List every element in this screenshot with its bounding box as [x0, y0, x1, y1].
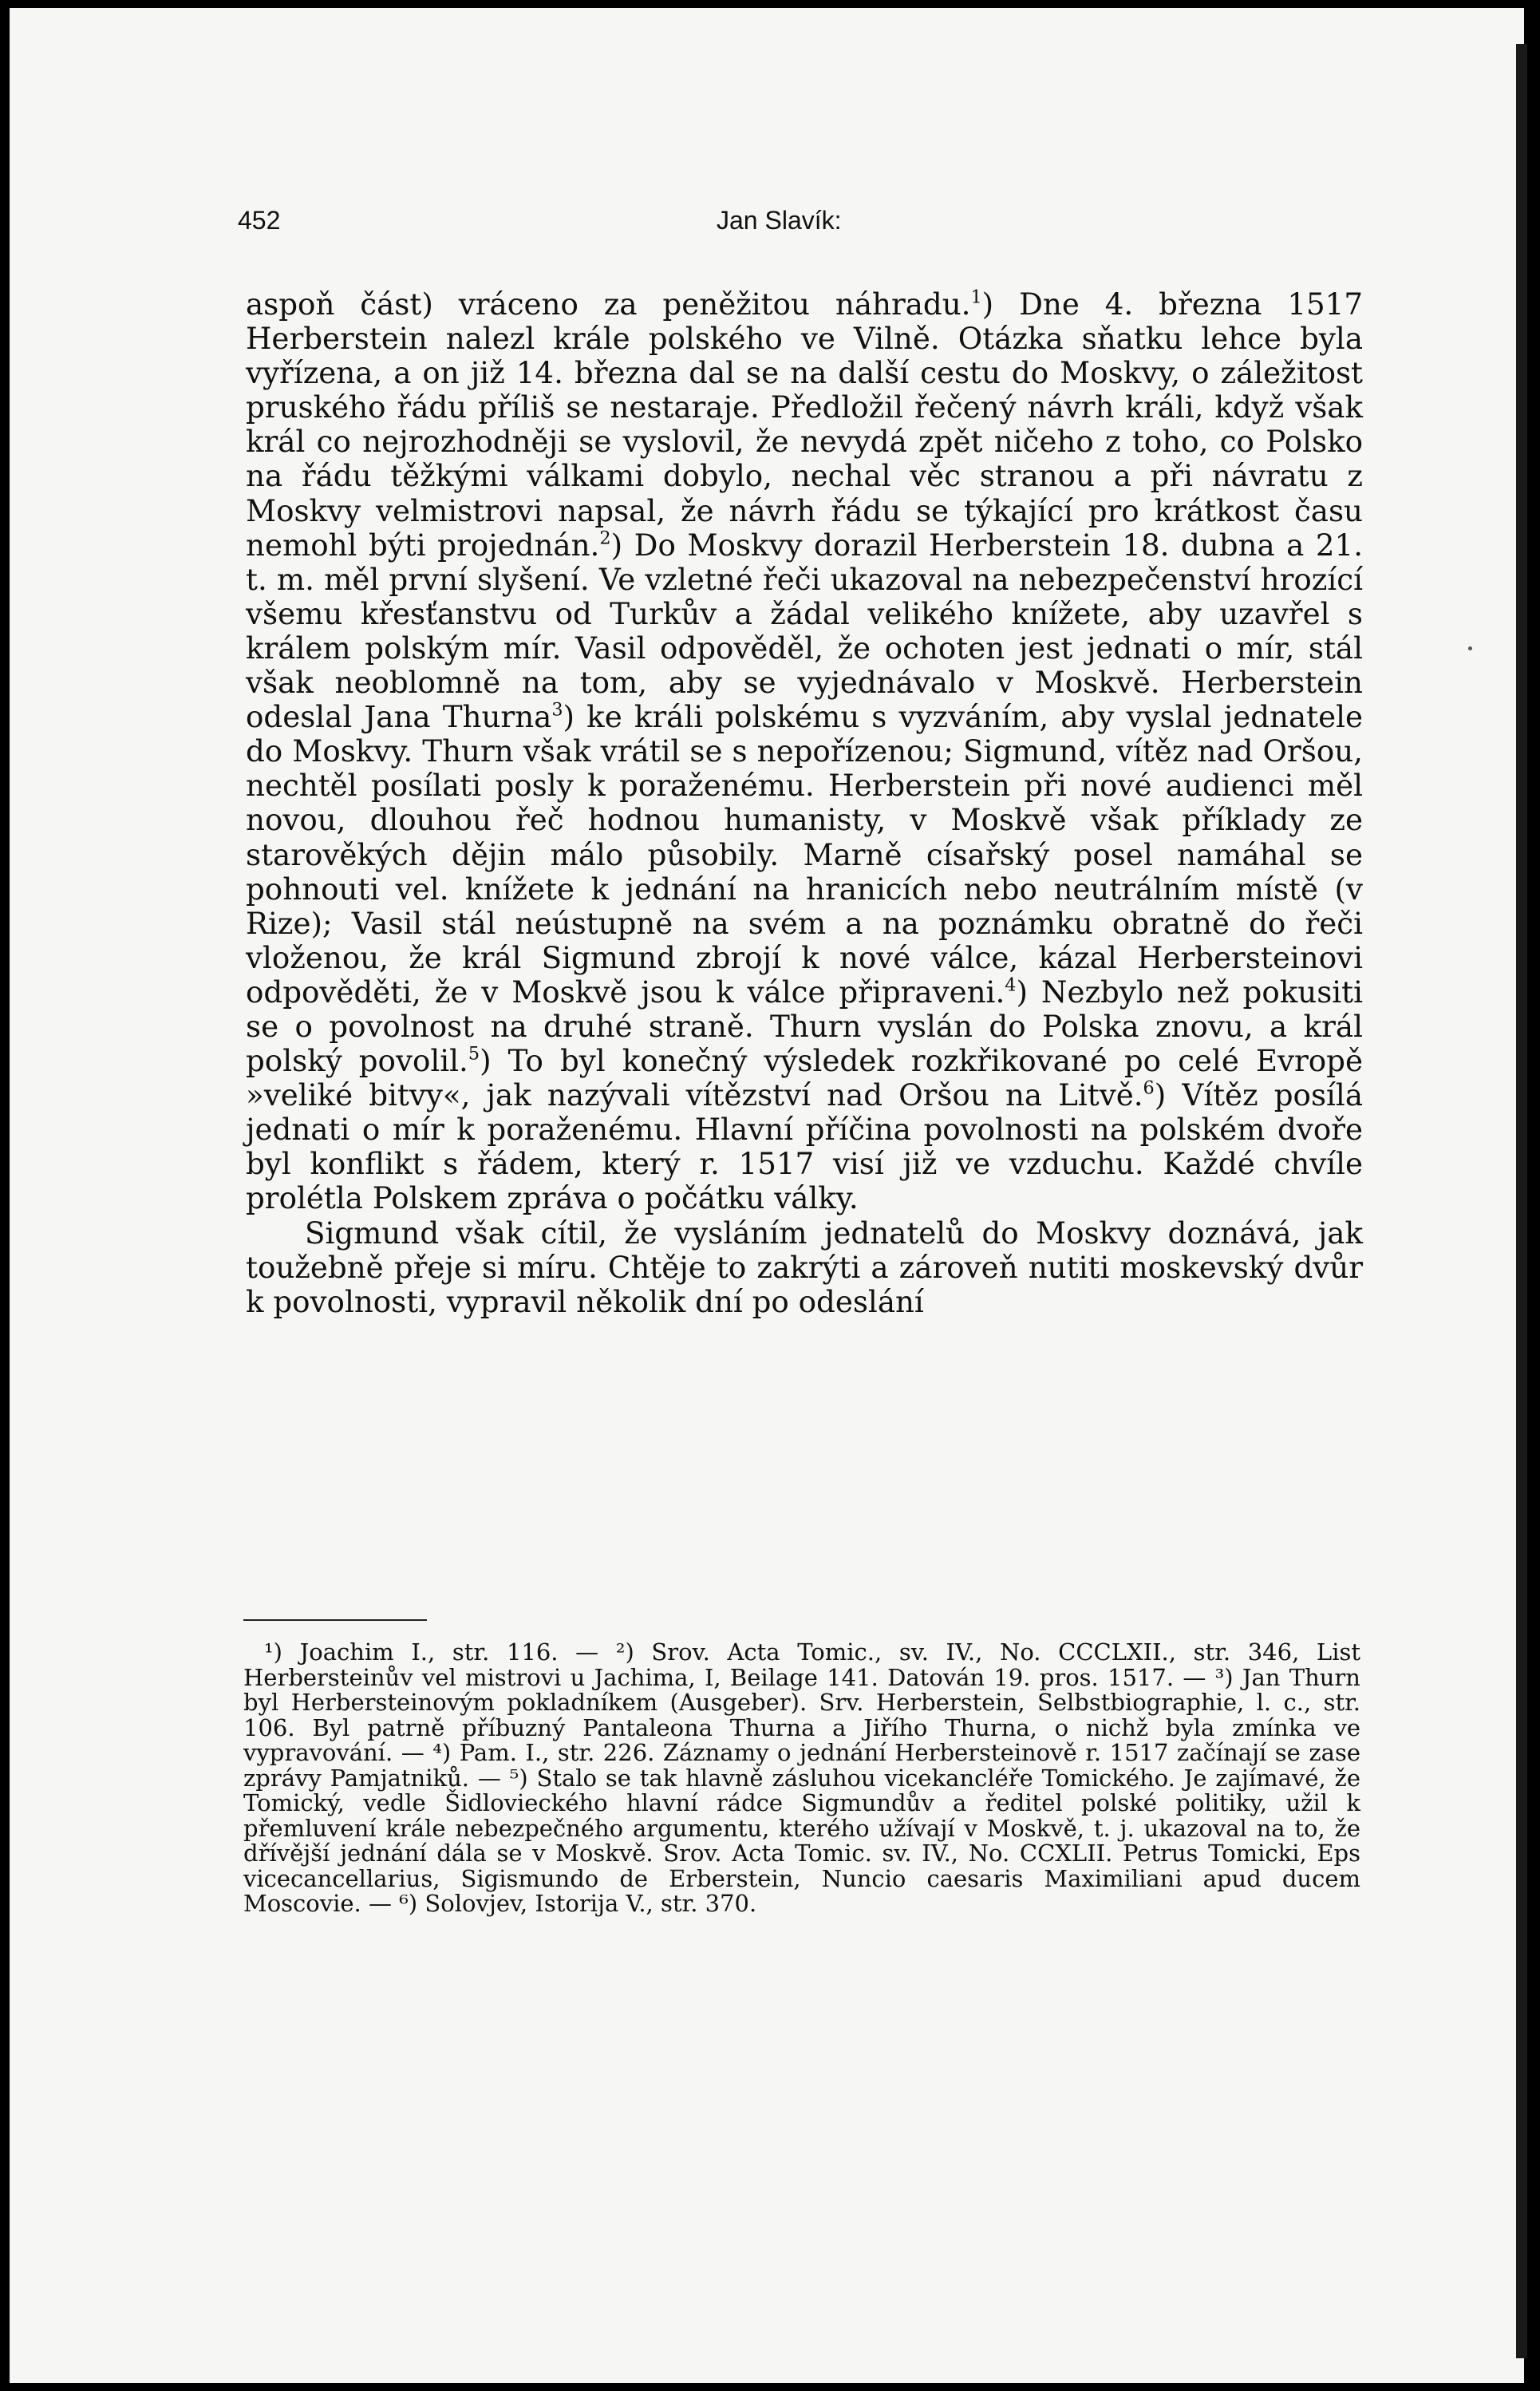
paragraph: Sigmund však cítil, že vysláním jednatelů do Moskvy doznává, jak toužebně přeje si míru. Chtěje to zakrýti a zároveň nutiti moskevský dvůr k povolnosti, vypravil několik dní po odeslání [246, 1215, 1363, 1319]
footnote-text: ) Stalo se tak hlavně zásluhou vicekancléře Tomického. Je zajímavé, že Tomický, vedle Šidlovieckého hlavní rádce Sigmundův a ředitel polské politiky, užil k přemluvení krále nebezpečného argumentu, kterého užívají v Moskvě, t. j. ukazoval na to, že dřívější jednání dála se v Moskvě. Srov. Acta Tomic. sv. IV., No. CCXLII. Petrus Tomicki, Eps vicecancellarius, Sigismundo de Erberstein, Nuncio caesaris Maximiliani apud ducem Moscovie. — [243, 1764, 1360, 1917]
page-edge-shadow [1516, 44, 1527, 2358]
footnote-ref: 1 [970, 287, 982, 308]
text-run: ) Vítěz posílá jednati o mír k poraženému. Hlavní příčina povolnosti na polském dvoře byl konflikt s řádem, který r. 1517 visí již ve vzduchu. Každé chvíle prolétla Polskem zpráva o počátku války. [246, 1077, 1363, 1216]
paragraph [246, 287, 1363, 1216]
footnote-ref: 6 [1143, 1077, 1155, 1099]
footnote-text: ) Pam. I., str. 226. Záznamy o jednání Herbersteinově r. 1517 začínají se zase zprávy Pamjatniků. — [243, 1739, 1360, 1792]
footnote-mark: ⁶ [399, 1890, 409, 1917]
text-run: ) Nezbylo než pokusiti se o povolnost na druhé straně. Thurn vyslán do Polska znovu, a král polský povolil. [246, 974, 1364, 1079]
footnote-separator [243, 1619, 427, 1621]
footnote-ref: 5 [468, 1043, 480, 1065]
footnote-text: ) Solovjev, Istorija V., str. 370. [408, 1890, 757, 1917]
footnote-ref: 4 [1005, 974, 1017, 996]
footnote-mark: ¹ [264, 1638, 274, 1666]
footnote-mark: ³ [1214, 1663, 1225, 1691]
page-number: 452 [238, 206, 281, 235]
text-run: ) Dne 4. března 1517 Herberstein nalezl krále polského ve Vilně. Otázka sňatku lehce byla vyřízena, a on již 14. března dal se na další cestu do Moskvy, o záležitost pruského řádu příliš se nestaraje. Předložil řečený návrh králi, když však král co nejrozhodněji se vyslovil, že nevydá zpět ničeho z toho, co Polsko na řádu těžkými válkami dobylo, nechal věc stranou a při návratu z Moskvy velmistrovi napsal, že návrh řádu se týkající pro krátkost času nemohl býti projednán. [246, 287, 1363, 563]
speck [1468, 646, 1472, 650]
footnote-ref: 3 [551, 699, 563, 721]
body-text [246, 287, 1363, 1319]
footnote-mark: ⁵ [509, 1764, 519, 1792]
footnote-block [243, 1640, 1360, 1917]
footnote-text: ) Srov. Acta Tomic., sv. IV., No. CCCLXII., str. 346, List Herbersteinův vel mistrovi u Jachima, I, Beilage 141. Datován 19. pros. 1517. — [243, 1638, 1361, 1691]
footnote-text: ) Jan Thurn byl Herbersteinovým pokladníkem (Ausgeber). Srv. Herberstein, Selbstbiographie, l. c., str. 106. Byl patrně příbuzný Pantaleona Thurna a Jiřího Thurna, o nichž byla zmínka ve vypravování. — [243, 1663, 1360, 1766]
text-run: ) Do Moskvy dorazil Herberstein 18. dubna a 21. t. m. měl první slyšení. Ve vzletné řeči ukazoval na nebezpečenství hrozící všemu křesťanstvu od Turkův a žádal velikého knížete, aby uzavřel s králem polským mír. Vasil odpověděl, že ochoten jest jednati o mír, stál však neoblomně na tom, aby se vyjednávalo v Moskvě. Herberstein odeslal Jana Thurna [246, 527, 1364, 735]
running-head: Jan Slavík: [717, 206, 842, 235]
page-header [238, 206, 1333, 254]
footnotes [243, 1640, 1360, 1917]
footnote-text: ) Joachim I., str. 116. — [273, 1638, 616, 1666]
text-run: aspoň část) vráceno za peněžitou náhradu. [246, 287, 971, 322]
footnote-ref: 2 [599, 528, 611, 549]
text-run: ) ke králi polskému s vyzváním, aby vyslal jednatele do Moskvy. Thurn však vrátil se s nepořízenou; Sigmund, vítěz nad Oršou, nechtěl posílati posly k poraženému. Herberstein při nové audienci měl novou, dlouhou řeč hodnou humanisty, v Moskvě však příklady ze starověkých dějin málo působily. Marně císařský posel namáhal se pohnouti vel. knížete k jednání na hranicích nebo neutrálním místě (v Rize); Vasil stál neústupně na svém a na poznámku obratně do řeči vloženou, že král Sigmund zbrojí k nové válce, kázal Herbersteinovi odpověděti, že v Moskvě jsou k válce připraveni. [246, 699, 1363, 1010]
footnote-mark: ² [615, 1638, 626, 1666]
footnote-mark: ⁴ [432, 1739, 442, 1766]
text-run: ) To byl konečný výsledek rozkřikované po celé Evropě »veliké bitvy«, jak nazývali vítězství nad Oršou na Litvě. [246, 1043, 1363, 1113]
